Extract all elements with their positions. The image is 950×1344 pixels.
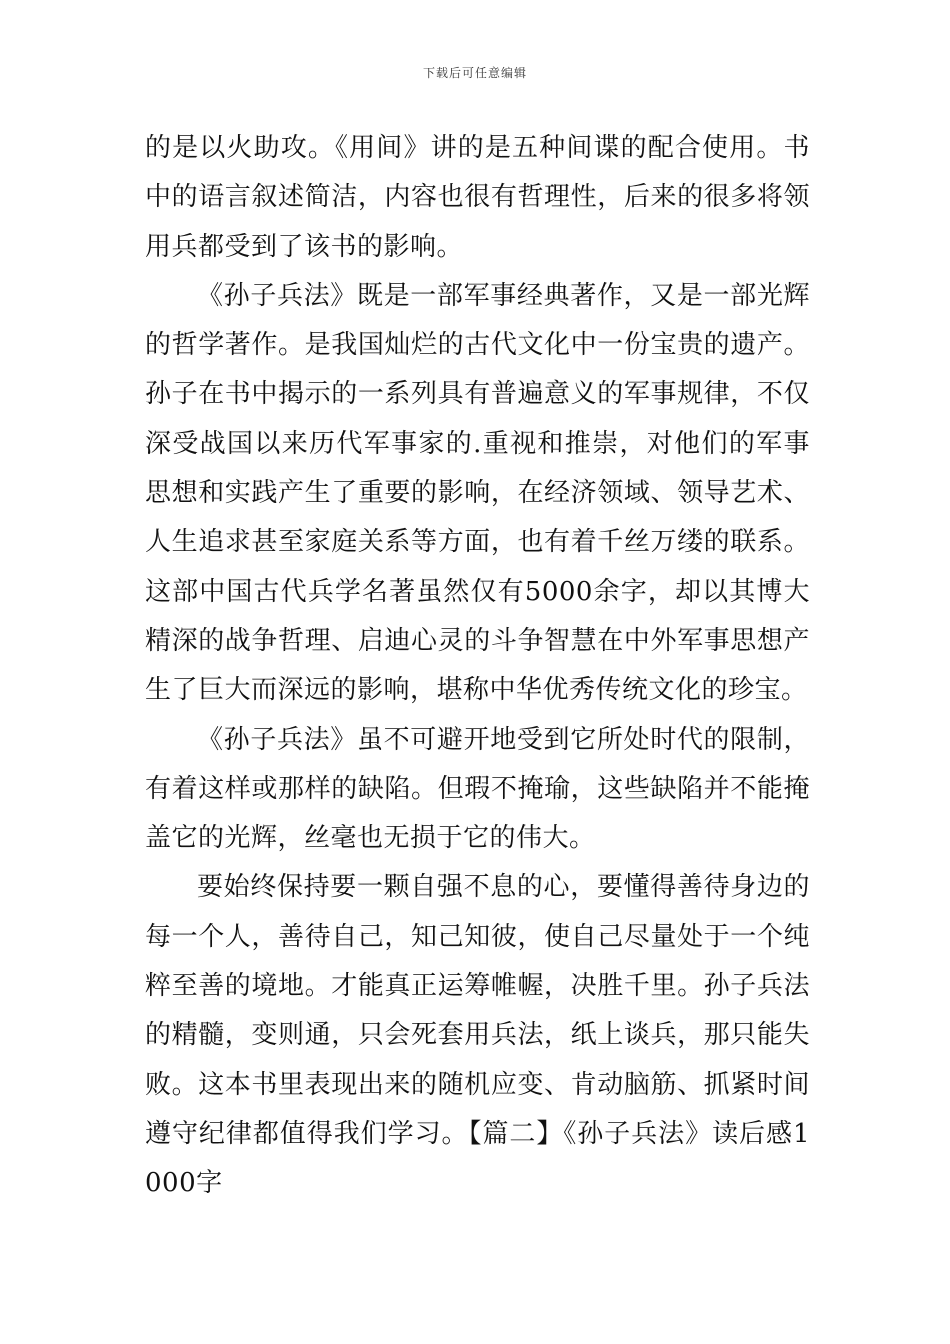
- paragraph-continuation: 的是以火助攻。《用间》讲的是五种间谍的配合使用。书中的语言叙述简洁，内容也很有哲理性，后来的很多将领用兵都受到了该书的影响。: [145, 133, 810, 262]
- paragraph-limitations: 《孙子兵法》虽不可避开地受到它所处时代的限制，有着这样或那样的缺陷。但瑕不掩瑜，这些缺陷并不能掩盖它的光辉，丝毫也无损于它的伟大。: [145, 724, 810, 854]
- paragraph-philosophy: 《孙子兵法》既是一部军事经典著作，又是一部光辉的哲学著作。是我国灿烂的古代文化中一份宝贵的遗产。孙子在书中揭示的一系列具有普遍意义的军事规律，不仅深受战国以来历代军事家的.重视和推崇，对他们的军事思想和实践产生了重要的影响，在经济领域、领导艺术、人生追求甚至家庭关系等方面，也有着千丝万缕的联系。这部中国古代兵学名著虽然仅有5000余字，却以其博大精深的战争哲理、启迪心灵的斗争智慧在中外军事思想产生了巨大而深远的影响，堪称中华优秀传统文化的珍宝。: [145, 280, 810, 706]
- document-body: [145, 124, 810, 1209]
- paragraph-reflection: 要始终保持要一颗自强不息的心，要懂得善待身边的每一个人，善待自己，知己知彼，使自己尽量处于一个纯粹至善的境地。才能真正运筹帷幄，决胜千里。孙子兵法的精髓，变则通，只会死套用兵法，纸上谈兵，那只能失败。这本书里表现出来的随机应变、肯动脑筋、抓紧时间遵守纪律都值得我们学习。【篇二】《孙子兵法》读后感1000字: [145, 872, 810, 1199]
- download-note: 下载后可任意编辑: [422, 66, 527, 80]
